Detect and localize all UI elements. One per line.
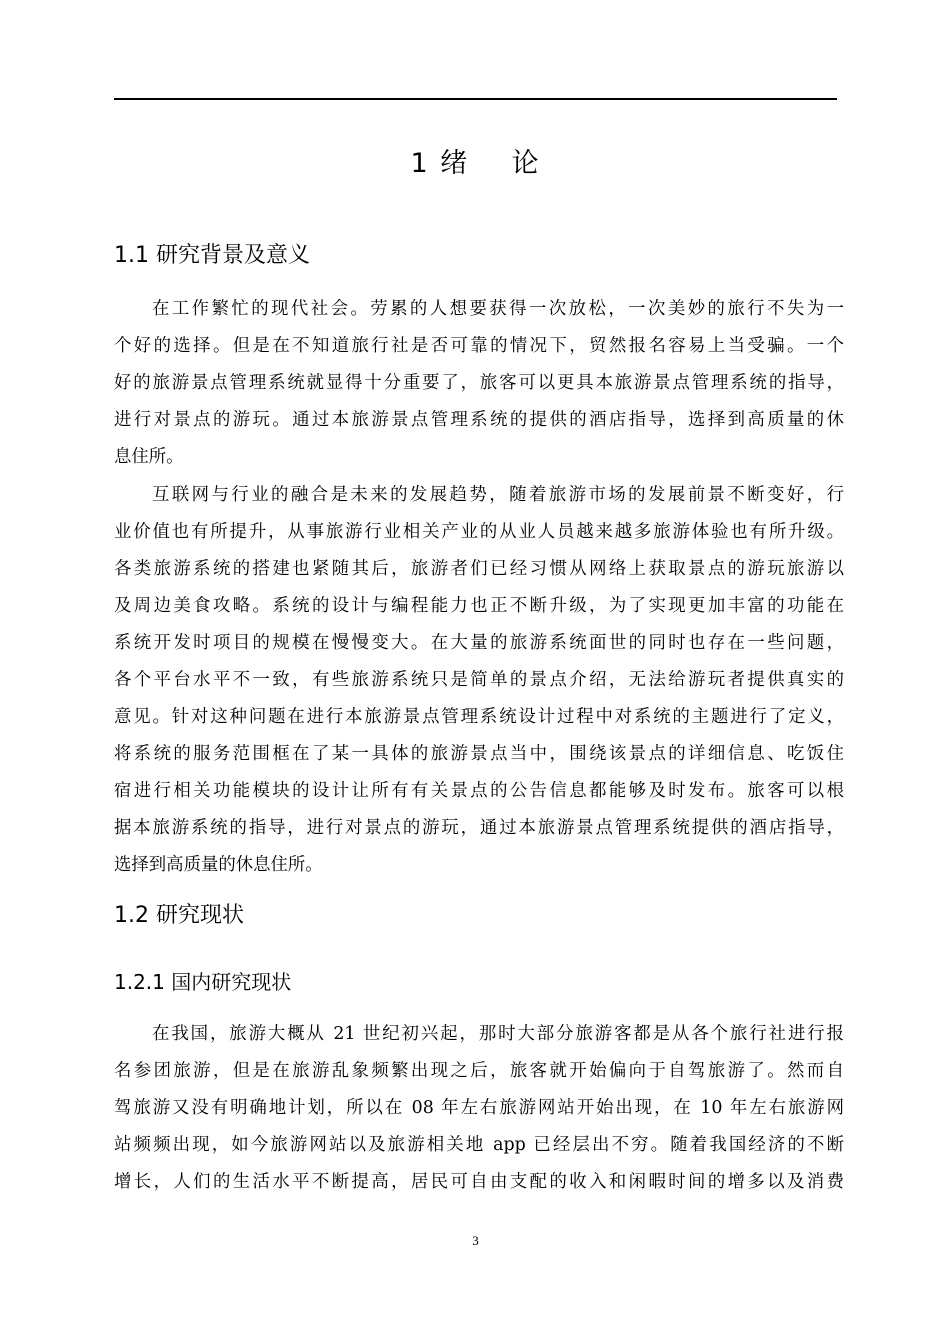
section-heading-1-1: 1.1 研究背景及意义 [114,243,310,268]
text-line: 业价值也有所提升，从事旅游行业相关产业的从业人员越来越多旅游体验也有所升级。 [114,522,844,542]
text-line: 选择到高质量的休息住所。 [114,855,323,875]
text-line: 各类旅游系统的搭建也紧随其后，旅游者们已经习惯从网络上获取景点的游玩旅游以 [114,559,844,579]
text-line: 各个平台水平不一致，有些旅游系统只是简单的景点介绍，无法给游玩者提供真实的 [114,670,844,690]
text-line: 进行对景点的游玩。通过本旅游景点管理系统的提供的酒店指导，选择到高质量的休 [114,410,844,430]
text-line: 好的旅游景点管理系统就显得十分重要了，旅客可以更具本旅游景点管理系统的指导， [114,373,844,393]
text-line: 及周边美食攻略。系统的设计与编程能力也正不断升级，为了实现更加丰富的功能在 [114,596,844,616]
chapter-title: 1 绪 论 [410,148,541,179]
header-rule [114,98,837,100]
text-line: 互联网与行业的融合是未来的发展趋势，随着旅游市场的发展前景不断变好，行 [152,485,844,505]
section-heading-1-2: 1.2 研究现状 [114,903,244,928]
text-line: 系统开发时项目的规模在慢慢变大。在大量的旅游系统面世的同时也存在一些问题， [114,633,844,653]
text-line: 名参团旅游，但是在旅游乱象频繁出现之后，旅客就开始偏向于自驾旅游了。然而自 [114,1061,844,1081]
text-line: 宿进行相关功能模块的设计让所有有关景点的公告信息都能够及时发布。旅客可以根 [114,781,844,801]
paragraph-background-2 [114,477,844,884]
text-line: 在工作繁忙的现代社会。劳累的人想要获得一次放松，一次美妙的旅行不失为一 [152,299,844,319]
text-line: 驾旅游又没有明确地计划，所以在 08 年左右旅游网站开始出现，在 10 年左右旅游网 [114,1098,844,1118]
text-line: 个好的选择。但是在不知道旅行社是否可靠的情况下，贸然报名容易上当受骗。一个 [114,336,844,356]
page-number: 3 [472,1233,479,1248]
text-line: 据本旅游系统的指导，进行对景点的游玩，通过本旅游景点管理系统提供的酒店指导， [114,818,844,838]
paragraph-background-1 [114,291,844,476]
paragraph-domestic-research [114,1016,844,1201]
text-line: 增长，人们的生活水平不断提高，居民可自由支配的收入和闲暇时间的增多以及消费 [114,1172,844,1192]
section-heading-1-2-1: 1.2.1 国内研究现状 [114,970,292,994]
text-line: 意见。针对这种问题在进行本旅游景点管理系统设计过程中对系统的主题进行了定义， [114,707,844,727]
text-line: 将系统的服务范围框在了某一具体的旅游景点当中，围绕该景点的详细信息、吃饭住 [114,744,844,764]
text-line: 站频频出现，如今旅游网站以及旅游相关地 app 已经层出不穷。随着我国经济的不断 [114,1135,844,1155]
text-line: 息住所。 [114,447,184,467]
text-line: 在我国，旅游大概从 21 世纪初兴起，那时大部分旅游客都是从各个旅行社进行报 [152,1024,844,1044]
